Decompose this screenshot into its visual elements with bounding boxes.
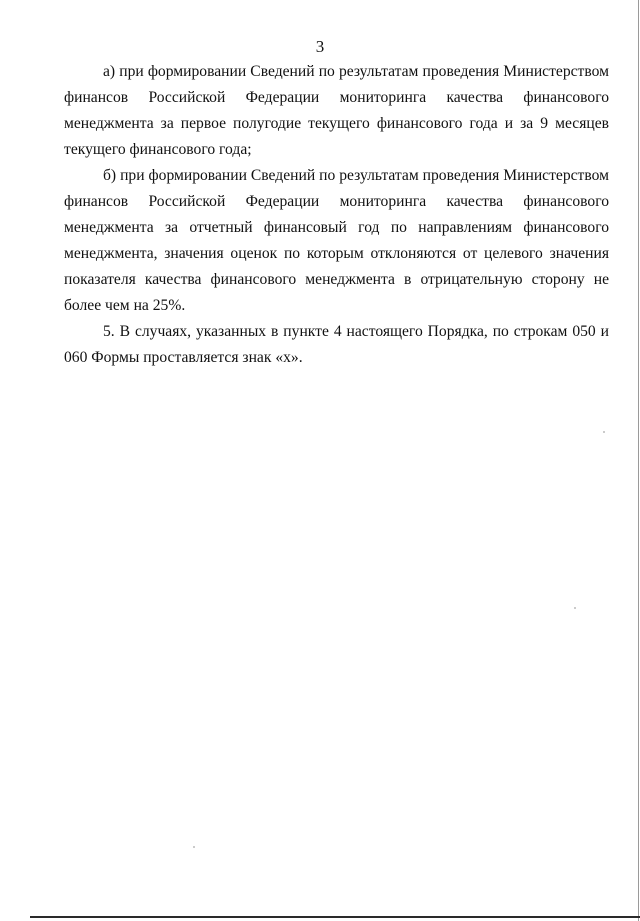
paragraph-5: 5. В случаях, указанных в пункте 4 настоящего Порядка, по строкам 050 и 060 Формы проставляется знак «x». <box>64 323 609 366</box>
paragraph-b: б) при формировании Сведений по результатам проведения Министерством финансов Российской Федерации мониторинга качества финансового менеджмента за отчетный финансовый год по направлениям финансового менеджмента, значения оценок по которым отклоняются от целевого значения показателя качества финансового менеджмента в отрицательную сторону не более чем на 25%. <box>64 167 609 314</box>
paragraph-a: а) при формировании Сведений по результатам проведения Министерством финансов Российской Федерации мониторинга качества финансового менеджмента за первое полугодие текущего финансового года и за 9 месяцев текущего финансового года; <box>64 63 609 158</box>
scan-speck <box>574 607 576 609</box>
scan-edge-right <box>638 0 639 921</box>
document-body <box>64 59 609 371</box>
page-number: 3 <box>315 37 325 56</box>
scan-speck <box>603 431 605 433</box>
scan-speck <box>193 846 195 848</box>
scan-edge-bottom <box>30 916 640 918</box>
